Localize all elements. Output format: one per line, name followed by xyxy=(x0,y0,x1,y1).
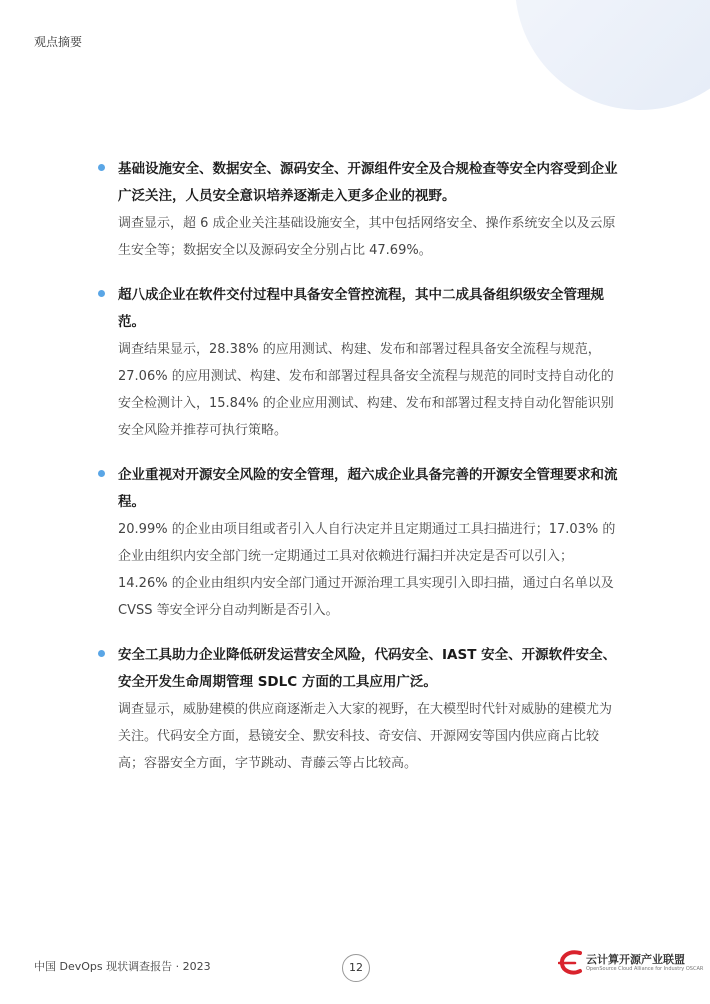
section-body: 调查结果显示，28.38% 的应用测试、构建、发布和部署过程具备安全流程与规范，27.06% 的应用测试、构建、发布和部署过程具备安全流程与规范的同时支持自动化的安全检测计入，15.84% 的企业应用测试、构建、发布和部署过程支持自动化智能识别安全风险并推荐可执行策略。 xyxy=(118,342,614,438)
section-heading: 安全工具助力企业降低研发运营安全风险，代码安全、IAST 安全、开源软件安全、安全开发生命周期管理 SDLC 方面的工具应用广泛。 xyxy=(118,647,617,690)
alliance-logo-icon xyxy=(558,948,584,976)
logo-name: 云计算开源产业联盟 xyxy=(586,953,685,966)
summary-section xyxy=(98,282,618,444)
summary-section xyxy=(98,642,618,777)
summary-section xyxy=(98,462,618,624)
summary-section xyxy=(98,156,618,264)
report-title: 中国 DevOps 现状调查报告 · 2023 xyxy=(34,960,211,973)
page-number: 12 xyxy=(342,954,370,982)
section-body: 调查显示，超 6 成企业关注基础设施安全，其中包括网络安全、操作系统安全以及云原生安全等；数据安全以及源码安全分别占比 47.69%。 xyxy=(118,216,616,258)
bullet-icon xyxy=(98,290,105,297)
section-body: 调查显示，威胁建模的供应商逐渐走入大家的视野，在大模型时代针对威胁的建模尤为关注。代码安全方面，悬镜安全、默安科技、奇安信、开源网安等国内供应商占比较高；容器安全方面，字节跳动、青藤云等占比较高。 xyxy=(118,702,613,771)
bullet-icon xyxy=(98,650,105,657)
section-body: 20.99% 的企业由项目组或者引入人自行决定并且定期通过工具扫描进行；17.03% 的企业由组织内安全部门统一定期通过工具对依赖进行漏扫并决定是否可以引入；14.26% 的企业由组织内安全部门通过开源治理工具实现引入即扫描，通过白名单以及 CVSS 等安全评分自动判断是否引入。 xyxy=(118,522,616,618)
corner-decoration xyxy=(510,0,710,110)
header-title: 观点摘要 xyxy=(34,35,83,49)
logo-subtitle: OpenSource Cloud Alliance for Industry OSCAR xyxy=(586,966,704,972)
section-heading: 基础设施安全、数据安全、源码安全、开源组件安全及合规检查等安全内容受到企业广泛关注，人员安全意识培养逐渐走入更多企业的视野。 xyxy=(118,161,618,204)
summary-content xyxy=(98,156,618,795)
alliance-logo xyxy=(558,948,704,978)
bullet-icon xyxy=(98,164,105,171)
section-heading: 企业重视对开源安全风险的安全管理，超六成企业具备完善的开源安全管理要求和流程。 xyxy=(118,467,618,510)
bullet-icon xyxy=(98,470,105,477)
section-heading: 超八成企业在软件交付过程中具备安全管控流程，其中二成具备组织级安全管理规范。 xyxy=(118,287,604,330)
